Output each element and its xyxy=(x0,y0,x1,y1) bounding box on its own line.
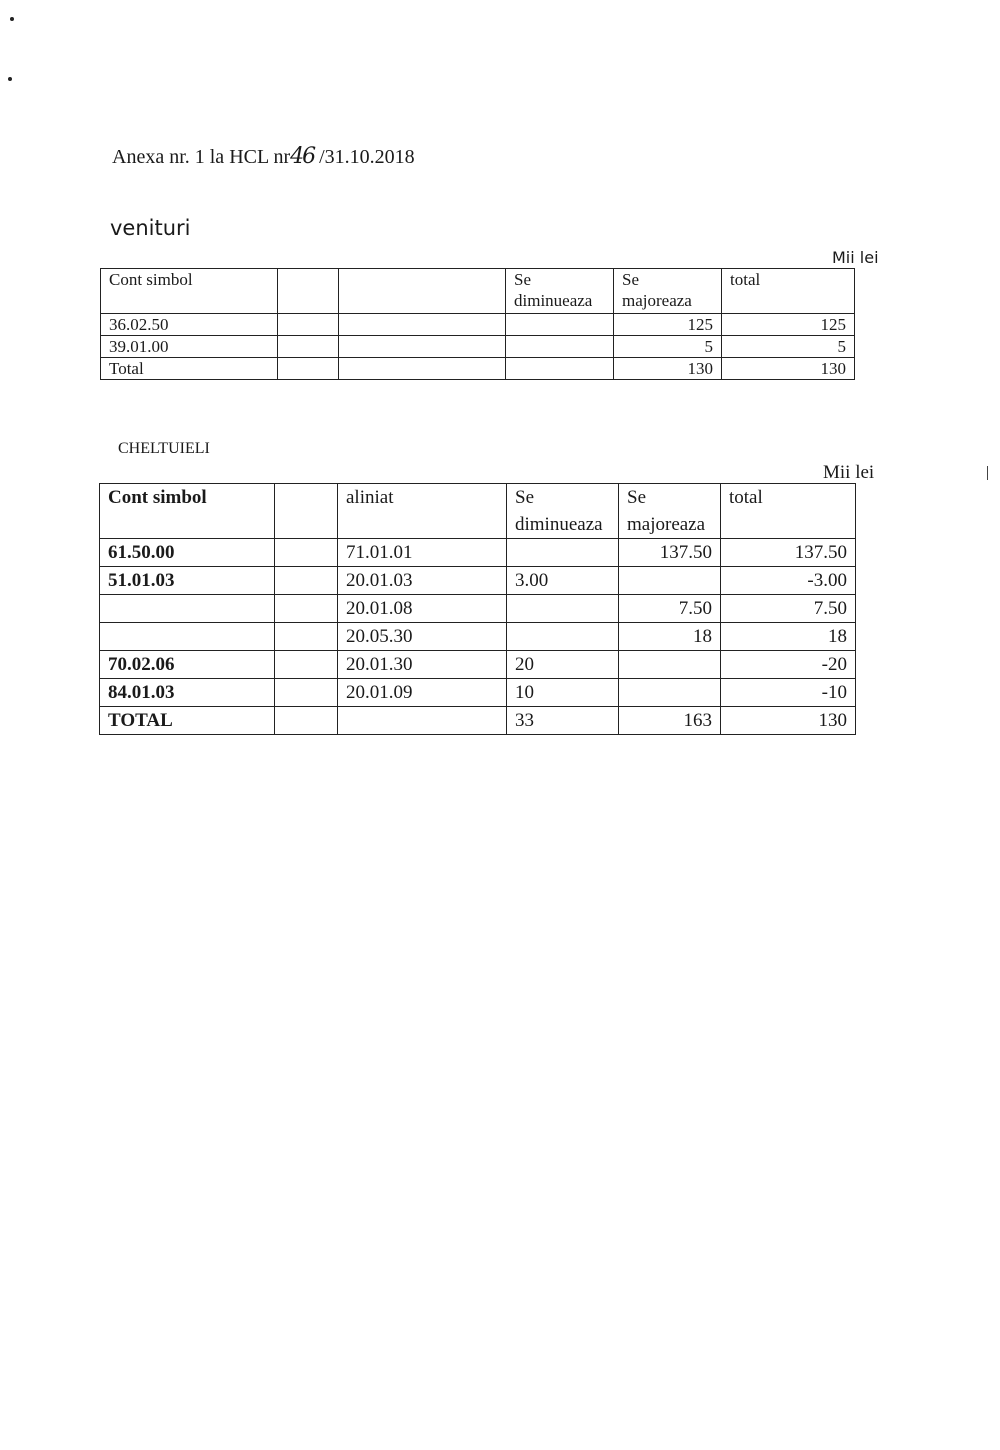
table-cell: 61.50.00 xyxy=(100,539,275,567)
table-cell: 130 xyxy=(722,358,855,380)
table-cell: 130 xyxy=(721,707,856,735)
table-total-row xyxy=(101,358,855,380)
table-cell xyxy=(278,336,339,358)
table-cell: Total xyxy=(101,358,278,380)
table-cell: 20.05.30 xyxy=(338,623,507,651)
table-header-row xyxy=(101,269,855,314)
table-cell xyxy=(507,623,619,651)
table-cell: 18 xyxy=(619,623,721,651)
table-cell xyxy=(619,567,721,595)
table-total-row xyxy=(100,707,856,735)
table-cell xyxy=(275,539,338,567)
table-cell: 130 xyxy=(614,358,722,380)
venituri-heading: venituri xyxy=(110,216,191,240)
column-header: total xyxy=(722,269,855,314)
column-header: Se majoreaza xyxy=(619,484,721,539)
table-cell: 20.01.03 xyxy=(338,567,507,595)
table-cell: 18 xyxy=(721,623,856,651)
table-cell xyxy=(278,358,339,380)
annex-prefix: Anexa nr. 1 la HCL nr xyxy=(112,146,291,168)
column-header: Se diminueaza xyxy=(507,484,619,539)
table-row xyxy=(101,336,855,358)
cheltuieli-heading: CHELTUIELI xyxy=(118,440,210,457)
scan-mark xyxy=(10,17,14,21)
table-cell xyxy=(506,358,614,380)
column-header: Se majoreaza xyxy=(614,269,722,314)
table-cell: 5 xyxy=(722,336,855,358)
table-cell: 20 xyxy=(507,651,619,679)
table-cell: 20.01.09 xyxy=(338,679,507,707)
venituri-table xyxy=(100,268,855,380)
table-cell: 137.50 xyxy=(721,539,856,567)
handwritten-decision-number: 46 xyxy=(290,144,315,169)
table-cell: 71.01.01 xyxy=(338,539,507,567)
column-header xyxy=(339,269,506,314)
table-row xyxy=(100,539,856,567)
table-cell xyxy=(507,595,619,623)
table-cell: 7.50 xyxy=(721,595,856,623)
table-cell: 3.00 xyxy=(507,567,619,595)
table-cell xyxy=(100,595,275,623)
scan-mark xyxy=(8,77,12,81)
table-cell xyxy=(339,336,506,358)
table-cell xyxy=(339,358,506,380)
table-cell xyxy=(278,314,339,336)
table-cell xyxy=(506,336,614,358)
table-cell xyxy=(275,567,338,595)
table-cell xyxy=(275,623,338,651)
table-cell xyxy=(275,651,338,679)
venituri-unit-label: Mii lei xyxy=(832,248,879,267)
table-row xyxy=(100,567,856,595)
table-cell: 39.01.00 xyxy=(101,336,278,358)
table-cell xyxy=(619,679,721,707)
table-cell: 20.01.08 xyxy=(338,595,507,623)
table-cell xyxy=(339,314,506,336)
table-cell xyxy=(506,314,614,336)
table-cell: 20.01.30 xyxy=(338,651,507,679)
table-cell: 51.01.03 xyxy=(100,567,275,595)
annex-title xyxy=(112,144,415,169)
table-row xyxy=(100,595,856,623)
table-cell: 33 xyxy=(507,707,619,735)
table-cell: 10 xyxy=(507,679,619,707)
table-cell xyxy=(338,707,507,735)
table-cell xyxy=(507,539,619,567)
column-header xyxy=(278,269,339,314)
column-header: total xyxy=(721,484,856,539)
table-cell xyxy=(275,595,338,623)
table-cell: 137.50 xyxy=(619,539,721,567)
table-cell: 70.02.06 xyxy=(100,651,275,679)
table-cell: -10 xyxy=(721,679,856,707)
table-cell: 84.01.03 xyxy=(100,679,275,707)
table-cell xyxy=(275,707,338,735)
column-header: Se diminueaza xyxy=(506,269,614,314)
table-cell: 5 xyxy=(614,336,722,358)
table-cell: -3.00 xyxy=(721,567,856,595)
table-header-row xyxy=(100,484,856,539)
column-header: aliniat xyxy=(338,484,507,539)
column-header: Cont simbol xyxy=(100,484,275,539)
column-header: Cont simbol xyxy=(101,269,278,314)
table-cell xyxy=(619,651,721,679)
cheltuieli-table xyxy=(99,483,856,735)
table-cell xyxy=(275,679,338,707)
table-cell: 125 xyxy=(722,314,855,336)
table-row xyxy=(101,314,855,336)
table-cell: 163 xyxy=(619,707,721,735)
column-header xyxy=(275,484,338,539)
scan-mark xyxy=(987,466,988,480)
table-cell: -20 xyxy=(721,651,856,679)
table-row xyxy=(100,651,856,679)
table-row xyxy=(100,679,856,707)
annex-suffix: /31.10.2018 xyxy=(314,146,415,168)
table-cell xyxy=(100,623,275,651)
table-cell: 125 xyxy=(614,314,722,336)
table-row xyxy=(100,623,856,651)
table-cell: 7.50 xyxy=(619,595,721,623)
table-cell: 36.02.50 xyxy=(101,314,278,336)
table-cell: TOTAL xyxy=(100,707,275,735)
cheltuieli-unit-label: Mii lei xyxy=(823,462,875,483)
